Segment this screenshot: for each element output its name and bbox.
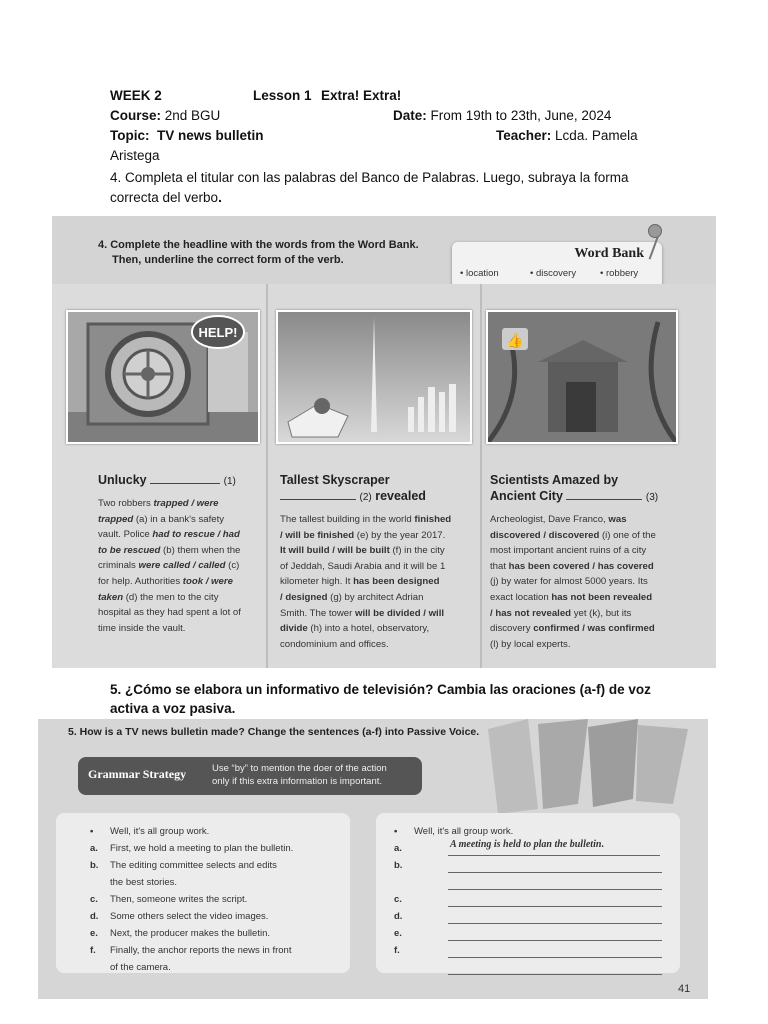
verb-choice-k-cont[interactable]: / has not revealed bbox=[490, 607, 572, 619]
news-graphic bbox=[468, 719, 708, 819]
item-marker: a. bbox=[394, 843, 402, 854]
verb-choice-b[interactable]: had to rescue / had bbox=[152, 529, 240, 541]
grammar-strategy-line1: Use “by” to mention the doer of the action bbox=[212, 763, 387, 774]
teacher-value: Lcda. Pamela bbox=[555, 128, 638, 143]
headline-3-title-cont: Ancient City bbox=[490, 489, 563, 503]
svg-text:👍: 👍 bbox=[506, 332, 524, 348]
example-answer-a: A meeting is held to plan the bulletin. bbox=[450, 839, 604, 850]
column-divider bbox=[480, 284, 482, 668]
date-value: From 19th to 23th, June, 2024 bbox=[430, 108, 612, 123]
instruction-5-spanish bbox=[110, 680, 680, 718]
headline-blank-3[interactable] bbox=[566, 499, 642, 500]
headline-2 bbox=[280, 472, 480, 506]
exercise-5-instruction: 5. How is a TV news bulletin made? Change the sentences (a-f) into Passive Voice. bbox=[68, 726, 480, 738]
answer-line[interactable] bbox=[448, 926, 662, 941]
article-3: Archeologist, Dave Franco, was discovered / discovered (i) one of the most important ancient ruins of a city that has been covered / has covered (j) by water for almost 5000 years. Its exact location has not been revealed / has not revealed yet (k), but its discovery confirmed / was confirmed (l) by local experts. bbox=[490, 514, 656, 650]
answer-line[interactable] bbox=[448, 875, 662, 890]
topic-value: TV news bulletin bbox=[157, 128, 264, 143]
headline-2-title: Tallest Skyscraper bbox=[280, 473, 390, 487]
lesson-label: Lesson 1 bbox=[253, 88, 312, 103]
week-label: WEEK 2 bbox=[110, 88, 162, 103]
headline-1-title: Unlucky bbox=[98, 473, 147, 487]
word-bank-item: • discovery bbox=[530, 268, 577, 279]
blank-number: (2) bbox=[359, 492, 372, 503]
sentence-text: First, we hold a meeting to plan the bulletin. bbox=[110, 843, 294, 854]
verb-choice-h[interactable]: will be divided / will bbox=[355, 607, 445, 619]
exercise-4-inst-line1: 4. Complete the headline with the words from the Word Bank. bbox=[98, 239, 419, 251]
verb-choice-h-cont[interactable]: divide bbox=[280, 623, 308, 635]
sentence-text: Well, it's all group work. bbox=[110, 826, 210, 837]
sentence-text: Then, someone writes the script. bbox=[110, 894, 248, 905]
instruction-5-line1: 5. ¿Cómo se elabora un informativo de televisión? Cambia las oraciones (a-f) de voz bbox=[110, 682, 651, 697]
verb-choice-g[interactable]: has been designed bbox=[353, 576, 440, 588]
sentence-text: Some others select the video images. bbox=[110, 911, 269, 922]
grammar-strategy-line2: only if this extra information is important. bbox=[212, 776, 383, 787]
page-number: 41 bbox=[678, 983, 691, 995]
headline-3 bbox=[490, 472, 710, 506]
answer-line[interactable] bbox=[448, 892, 662, 907]
article-1: Two robbers trapped / were trapped (a) in a bank's safety vault. Police had to rescue / had to be rescued (b) them when the criminals were called / called (c) for help. Authorities took / were taken (d) the men to the city hospital as they had spent a lot of time inside the vault. bbox=[98, 498, 241, 634]
blank-number: (1) bbox=[223, 476, 236, 487]
item-marker: f. bbox=[394, 945, 400, 956]
answer-text: Well, it's all group work. bbox=[414, 826, 514, 837]
date-label: Date: bbox=[393, 108, 427, 123]
article-2: The tallest building in the world finished / will be finished (e) by the year 2017. It will build / will be built (f) in the city of Jeddah, Saudi Arabia and it will be 1 kilometer high. It has been designed / designed (g) by architect Adrian Smith. The tower will be divided / will divide (h) into a hotel, observatory, condominium and offices. bbox=[280, 514, 452, 650]
item-marker: b. bbox=[90, 860, 99, 871]
item-marker: d. bbox=[394, 911, 403, 922]
verb-choice-f[interactable]: It will build / will be built bbox=[280, 545, 390, 557]
exercise-4-inst-line2: Then, underline the correct form of the verb. bbox=[112, 254, 344, 266]
item-marker: b. bbox=[394, 860, 403, 871]
blank-number: (3) bbox=[645, 492, 659, 503]
sentence-text: of the camera. bbox=[110, 962, 171, 973]
headline-1 bbox=[98, 472, 236, 490]
topic-label: Topic: bbox=[110, 128, 150, 143]
verb-choice-i-cont[interactable]: discovered / discovered bbox=[490, 529, 600, 541]
answer-line[interactable] bbox=[448, 858, 662, 873]
exercise-4-instruction bbox=[98, 238, 419, 268]
worksheet-header bbox=[110, 86, 670, 166]
verb-choice-a-cont[interactable]: trapped bbox=[98, 513, 134, 525]
ancient-city-image bbox=[486, 310, 678, 444]
item-marker: d. bbox=[90, 911, 99, 922]
grammar-strategy-label: Grammar Strategy bbox=[88, 767, 187, 781]
verb-choice-a[interactable]: trapped / were bbox=[153, 498, 219, 509]
verb-choice-g-cont[interactable]: / designed bbox=[280, 591, 328, 603]
exercise-4-panel bbox=[52, 216, 716, 668]
item-marker: • bbox=[90, 826, 94, 837]
instruction-4-spanish bbox=[110, 168, 655, 208]
item-marker: c. bbox=[90, 894, 98, 905]
verb-choice-k[interactable]: has not been revealed bbox=[551, 591, 653, 603]
skyscraper-image bbox=[276, 310, 472, 444]
headline-3-title: Scientists Amazed by bbox=[490, 473, 619, 487]
pushpin-icon bbox=[648, 224, 662, 238]
instruction-5-line2: activa a voz pasiva. bbox=[110, 701, 236, 716]
verb-choice-c[interactable]: were called / called bbox=[138, 560, 226, 572]
word-bank-item: • robbery bbox=[600, 268, 639, 279]
word-bank-title: Word Bank bbox=[574, 246, 644, 261]
teacher-label: Teacher: bbox=[496, 128, 552, 143]
sentence-text: Next, the producer makes the bulletin. bbox=[110, 928, 271, 939]
sentence-text: Finally, the anchor reports the news in front bbox=[110, 945, 292, 956]
item-marker: a. bbox=[90, 843, 98, 854]
verb-choice-e[interactable]: finished bbox=[414, 514, 452, 525]
item-marker: f. bbox=[90, 945, 96, 956]
verb-choice-d-cont[interactable]: taken bbox=[98, 591, 124, 603]
answer-line[interactable] bbox=[448, 960, 662, 975]
word-bank-item: • location bbox=[460, 268, 499, 279]
sentence-text: the best stories. bbox=[110, 877, 178, 888]
course-label: Course: bbox=[110, 108, 162, 123]
verb-choice-l[interactable]: confirmed / was confirmed bbox=[533, 623, 655, 635]
instruction-4-line1: 4. Completa el titular con las palabras del Banco de Palabras. Luego, subraya la forma bbox=[110, 170, 629, 185]
item-marker: e. bbox=[90, 928, 98, 939]
item-marker: e. bbox=[394, 928, 402, 939]
answer-line[interactable] bbox=[448, 909, 662, 924]
grammar-strategy-box bbox=[78, 757, 422, 795]
verb-choice-b-cont[interactable]: to be rescued bbox=[98, 544, 161, 556]
item-marker: • bbox=[394, 826, 398, 837]
headline-blank-2[interactable] bbox=[280, 499, 356, 500]
verb-choice-j[interactable]: has been covered / has covered bbox=[508, 560, 654, 572]
verb-choice-i[interactable]: was bbox=[608, 514, 627, 525]
instruction-4-dot: . bbox=[218, 190, 222, 205]
lesson-title: Extra! Extra! bbox=[321, 88, 402, 103]
item-marker: c. bbox=[394, 894, 402, 905]
instruction-4-line2: correcta del verbo bbox=[110, 190, 219, 205]
vault-image bbox=[66, 310, 260, 444]
headline-blank-1[interactable] bbox=[150, 483, 220, 484]
teacher-value-cont: Aristega bbox=[110, 148, 160, 163]
course-value: 2nd BGU bbox=[164, 108, 221, 123]
grammar-strategy-text bbox=[212, 762, 387, 788]
sentence-text: The editing committee selects and edits bbox=[110, 860, 277, 871]
word-bank bbox=[452, 242, 662, 288]
verb-choice-e-cont[interactable]: / will be finished bbox=[280, 529, 355, 541]
answer-line[interactable] bbox=[448, 943, 662, 958]
help-bubble-text: HELP! bbox=[198, 325, 238, 340]
exercise-5-panel bbox=[38, 719, 708, 999]
verb-choice-d[interactable]: took / were bbox=[182, 575, 233, 587]
headline-2-title-cont: revealed bbox=[375, 489, 426, 503]
